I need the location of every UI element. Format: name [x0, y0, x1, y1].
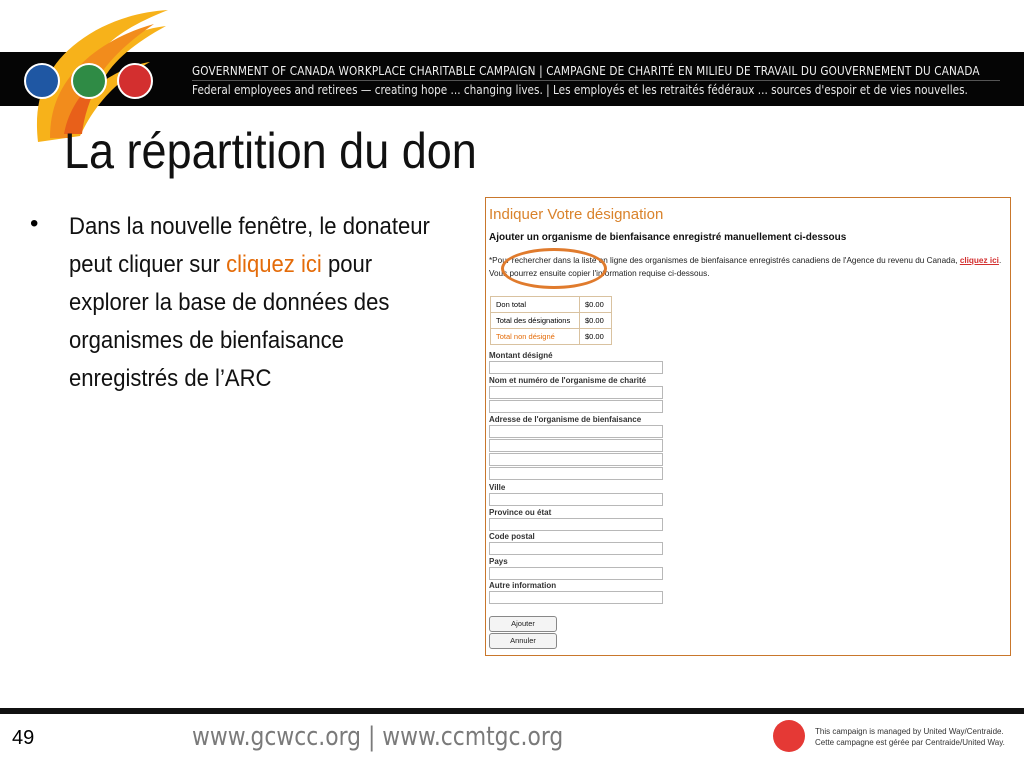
bullet-marker: •: [30, 210, 39, 237]
total-value: $0.00: [580, 329, 612, 345]
table-row: [491, 313, 612, 329]
campaign-managed-note: [815, 726, 1005, 748]
note-line-en: This campaign is managed by United Way/Centraide.: [815, 727, 1004, 736]
address-line3-input[interactable]: [489, 453, 663, 466]
total-value: $0.00: [580, 297, 612, 313]
table-row: [491, 297, 612, 313]
bullet-text-part2: pour explorer la base de données des organismes de bienfaisance enregistrés de l’ARC: [69, 251, 390, 392]
address-line4-input[interactable]: [489, 467, 663, 480]
banner-title: GOVERNMENT OF CANADA WORKPLACE CHARITABLE CAMPAIGN | CAMPAGNE DE CHARITÉ EN MILIEU DE TRAVAIL DU GOUVERNEMENT DU CANADA: [192, 64, 980, 78]
add-button[interactable]: Ajouter: [489, 616, 557, 632]
bullet-link-cliquez-ici: cliquez ici: [226, 251, 322, 278]
charities-logo-icon: [24, 63, 60, 99]
city-input[interactable]: [489, 493, 663, 506]
country-label: Pays: [489, 557, 508, 566]
postal-code-input[interactable]: [489, 542, 663, 555]
charity-name-label: Nom et numéro de l'organisme de charité: [489, 376, 647, 385]
cancel-button[interactable]: Annuler: [489, 633, 557, 649]
total-label: Total non désigné: [491, 329, 580, 345]
address-line1-input[interactable]: [489, 425, 663, 438]
highlight-circle: [501, 248, 607, 289]
postal-code-label: Code postal: [489, 532, 535, 541]
footer-divider: [0, 708, 1024, 714]
province-input[interactable]: [489, 518, 663, 531]
form-title: Indiquer Votre désignation: [489, 206, 664, 223]
bullet-text: [69, 208, 437, 398]
charity-number-input[interactable]: [489, 400, 663, 413]
totals-table: [490, 296, 612, 345]
amount-input[interactable]: [489, 361, 663, 374]
other-info-label: Autre information: [489, 581, 557, 590]
page-number: 49: [12, 727, 35, 749]
total-value: $0.00: [580, 313, 612, 329]
total-label: Don total: [491, 297, 580, 313]
address-line2-input[interactable]: [489, 439, 663, 452]
form-instr-part1: *Pour rechercher dans la liste en ligne des organismes de bienfaisance enregistrés canadiens de l'Agence du revenu du Canada,: [489, 256, 960, 265]
other-info-input[interactable]: [489, 591, 663, 604]
table-row: [491, 329, 612, 345]
cliquez-ici-link[interactable]: cliquez ici: [959, 256, 999, 265]
country-input[interactable]: [489, 567, 663, 580]
banner-divider: [192, 80, 1000, 81]
united-way-logo-icon: [117, 63, 153, 99]
address-label: Adresse de l'organisme de bienfaisance: [489, 415, 642, 424]
province-label: Province ou état: [489, 508, 552, 517]
charity-name-input[interactable]: [489, 386, 663, 399]
footer-urls: www.gcwcc.org | www.ccmtgc.org: [192, 722, 564, 752]
total-label: Total des désignations: [491, 313, 580, 329]
form-subtitle: Ajouter un organisme de bienfaisance enregistré manuellement ci-dessous: [489, 232, 847, 243]
form-instr-part2: . Vous pourrez ensuite copier l'information requise ci-dessous.: [489, 256, 1002, 278]
slide-title: La répartition du don: [64, 123, 477, 179]
united-way-footer-logo-icon: [773, 720, 805, 752]
city-label: Ville: [489, 483, 506, 492]
amount-label: Montant désigné: [489, 351, 553, 360]
maple-leaf-logo-icon: [71, 63, 107, 99]
bullet-text-part1: Dans la nouvelle fenêtre, le donateur peut cliquer sur: [69, 213, 430, 278]
note-line-fr: Cette campagne est gérée par Centraide/United Way.: [815, 738, 1005, 747]
banner-tagline: Federal employees and retirees — creating hope ... changing lives. | Les employés et les retraités fédéraux ... sources d'espoir et de vies nouvelles.: [192, 83, 968, 97]
